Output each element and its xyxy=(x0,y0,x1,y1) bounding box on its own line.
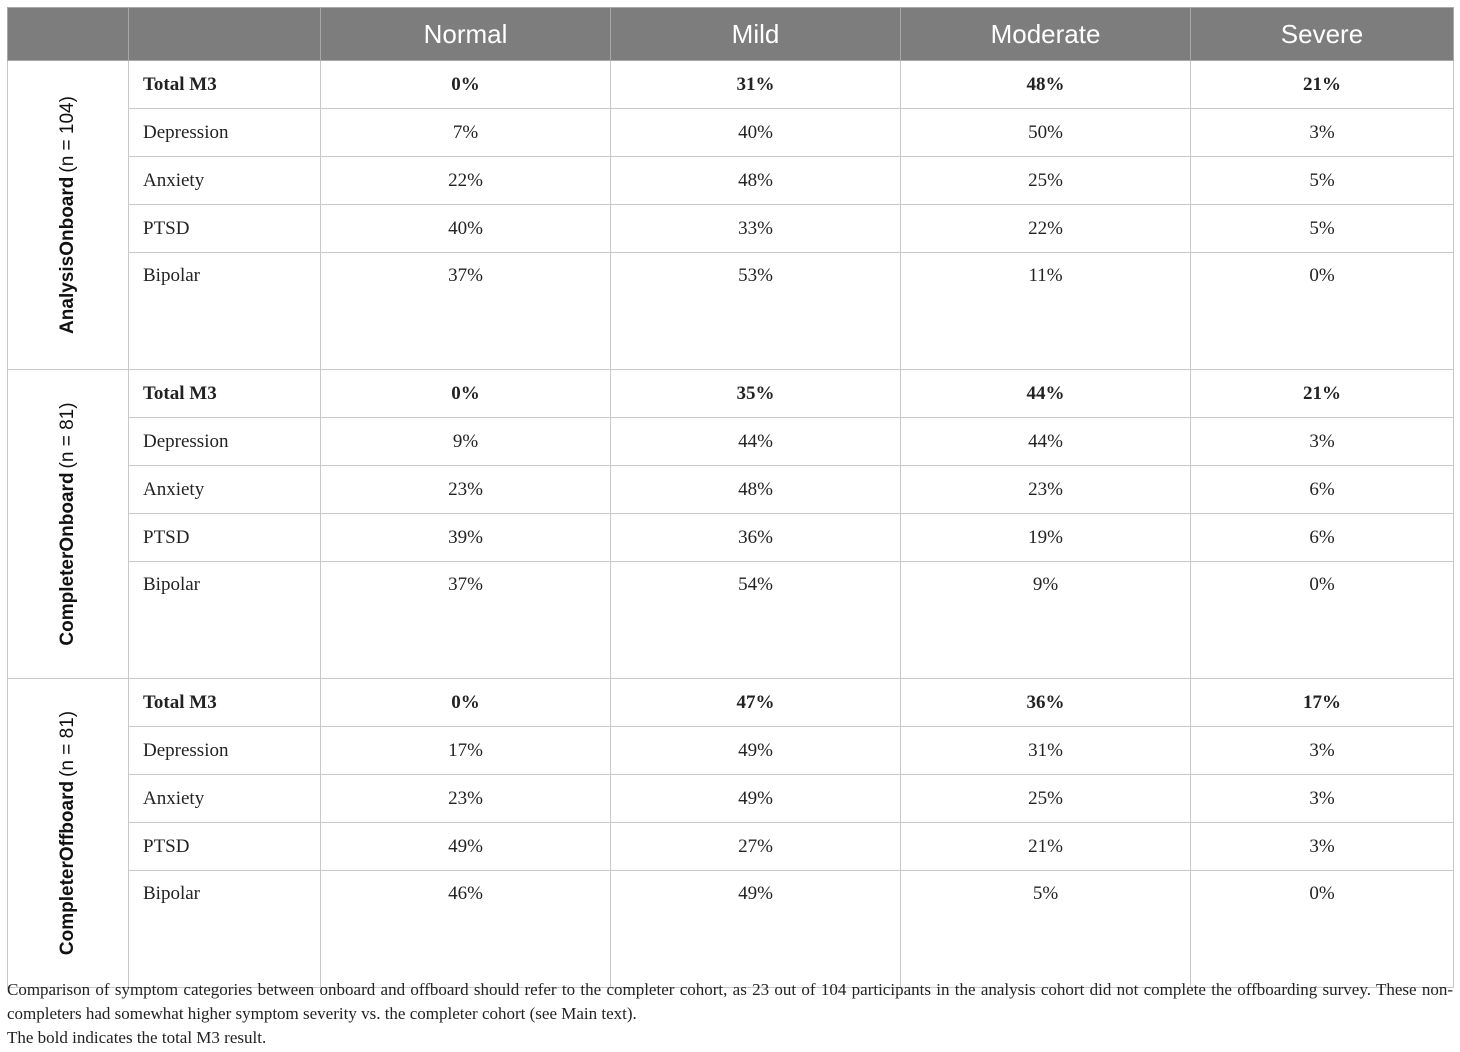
cell-normal: 0% xyxy=(321,370,611,418)
cell-moderate: 48% xyxy=(901,61,1191,109)
table-row xyxy=(8,61,1454,109)
table-row xyxy=(8,562,1454,679)
cell-severe: 3% xyxy=(1191,727,1454,775)
group-completer-onboard xyxy=(8,370,1454,679)
table-row xyxy=(8,466,1454,514)
group-name: CompleterOffboard xyxy=(57,780,78,956)
header-group-cell xyxy=(8,8,129,61)
row-label: PTSD xyxy=(129,823,321,871)
cell-severe: 5% xyxy=(1191,157,1454,205)
table-row xyxy=(8,514,1454,562)
cell-moderate: 36% xyxy=(901,679,1191,727)
cell-moderate: 19% xyxy=(901,514,1191,562)
table-row xyxy=(8,823,1454,871)
table-row xyxy=(8,253,1454,370)
header-severe: Severe xyxy=(1191,8,1454,61)
cell-severe: 17% xyxy=(1191,679,1454,727)
cell-mild: 49% xyxy=(611,727,901,775)
cell-moderate: 44% xyxy=(901,370,1191,418)
cell-moderate: 11% xyxy=(901,253,1191,370)
cell-moderate: 9% xyxy=(901,562,1191,679)
cell-mild: 31% xyxy=(611,61,901,109)
group-n: (n = 81) xyxy=(57,710,78,777)
group-n: (n = 81) xyxy=(57,402,78,469)
group-name: CompleterOnboard xyxy=(57,472,78,646)
row-label: Bipolar xyxy=(129,562,321,679)
cell-normal: 40% xyxy=(321,205,611,253)
row-label: Depression xyxy=(129,109,321,157)
cell-severe: 21% xyxy=(1191,61,1454,109)
group-n: (n = 104) xyxy=(57,96,78,173)
cell-moderate: 31% xyxy=(901,727,1191,775)
cell-mild: 49% xyxy=(611,775,901,823)
cell-severe: 3% xyxy=(1191,109,1454,157)
row-label: PTSD xyxy=(129,205,321,253)
cell-severe: 6% xyxy=(1191,466,1454,514)
table-footnotes xyxy=(7,978,1453,1050)
group-completer-offboard xyxy=(8,679,1454,988)
group-label-cell xyxy=(8,61,129,370)
cell-mild: 44% xyxy=(611,418,901,466)
cell-severe: 0% xyxy=(1191,253,1454,370)
row-label: Anxiety xyxy=(129,466,321,514)
cell-mild: 35% xyxy=(611,370,901,418)
row-label: Bipolar xyxy=(129,253,321,370)
table-row xyxy=(8,205,1454,253)
cell-mild: 49% xyxy=(611,871,901,988)
table-row xyxy=(8,370,1454,418)
cell-severe: 6% xyxy=(1191,514,1454,562)
cell-normal: 46% xyxy=(321,871,611,988)
cell-mild: 27% xyxy=(611,823,901,871)
header-mild: Mild xyxy=(611,8,901,61)
table-row xyxy=(8,157,1454,205)
cell-severe: 0% xyxy=(1191,562,1454,679)
cell-severe: 5% xyxy=(1191,205,1454,253)
row-label: Anxiety xyxy=(129,775,321,823)
table-row xyxy=(8,679,1454,727)
group-label-cell xyxy=(8,370,129,679)
cell-normal: 37% xyxy=(321,253,611,370)
cell-moderate: 23% xyxy=(901,466,1191,514)
cell-severe: 21% xyxy=(1191,370,1454,418)
cell-normal: 37% xyxy=(321,562,611,679)
cell-normal: 0% xyxy=(321,61,611,109)
table-row xyxy=(8,871,1454,988)
header-label-cell xyxy=(129,8,321,61)
group-analysis-onboard xyxy=(8,61,1454,370)
cell-mild: 36% xyxy=(611,514,901,562)
cell-normal: 17% xyxy=(321,727,611,775)
row-label: Anxiety xyxy=(129,157,321,205)
cell-moderate: 5% xyxy=(901,871,1191,988)
cell-moderate: 25% xyxy=(901,157,1191,205)
row-label: Depression xyxy=(129,418,321,466)
header-normal: Normal xyxy=(321,8,611,61)
cell-mild: 48% xyxy=(611,466,901,514)
cell-mild: 48% xyxy=(611,157,901,205)
row-label: Total M3 xyxy=(129,370,321,418)
row-label: PTSD xyxy=(129,514,321,562)
cell-mild: 40% xyxy=(611,109,901,157)
cell-normal: 49% xyxy=(321,823,611,871)
row-label: Total M3 xyxy=(129,61,321,109)
cell-mild: 33% xyxy=(611,205,901,253)
cell-mild: 53% xyxy=(611,253,901,370)
cell-normal: 23% xyxy=(321,466,611,514)
table-row xyxy=(8,775,1454,823)
table-row xyxy=(8,109,1454,157)
cell-mild: 54% xyxy=(611,562,901,679)
footnote-comparison: Comparison of symptom categories between onboard and offboard should refer to the completer cohort, as 23 out of 104 participants in the analysis cohort did not complete the offboarding survey. These non-completers had somewhat higher symptom severity vs. the completer cohort (see Main text). xyxy=(7,980,1453,1023)
cell-moderate: 44% xyxy=(901,418,1191,466)
cell-moderate: 25% xyxy=(901,775,1191,823)
cell-moderate: 22% xyxy=(901,205,1191,253)
table-row xyxy=(8,418,1454,466)
cell-severe: 3% xyxy=(1191,775,1454,823)
table-row xyxy=(8,727,1454,775)
header-moderate: Moderate xyxy=(901,8,1191,61)
cell-normal: 22% xyxy=(321,157,611,205)
cell-moderate: 50% xyxy=(901,109,1191,157)
symptom-severity-table xyxy=(7,7,1454,988)
cell-severe: 0% xyxy=(1191,871,1454,988)
cell-normal: 0% xyxy=(321,679,611,727)
cell-severe: 3% xyxy=(1191,418,1454,466)
group-label-cell xyxy=(8,679,129,988)
cell-moderate: 21% xyxy=(901,823,1191,871)
cell-normal: 7% xyxy=(321,109,611,157)
row-label: Bipolar xyxy=(129,871,321,988)
cell-mild: 47% xyxy=(611,679,901,727)
row-label: Depression xyxy=(129,727,321,775)
footnote-bold: The bold indicates the total M3 result. xyxy=(7,1028,267,1047)
cell-severe: 3% xyxy=(1191,823,1454,871)
cell-normal: 9% xyxy=(321,418,611,466)
cell-normal: 39% xyxy=(321,514,611,562)
group-name: AnalysisOnboard xyxy=(57,176,78,334)
table-header-row xyxy=(8,8,1454,61)
cell-normal: 23% xyxy=(321,775,611,823)
row-label: Total M3 xyxy=(129,679,321,727)
results-table-container xyxy=(7,7,1453,988)
